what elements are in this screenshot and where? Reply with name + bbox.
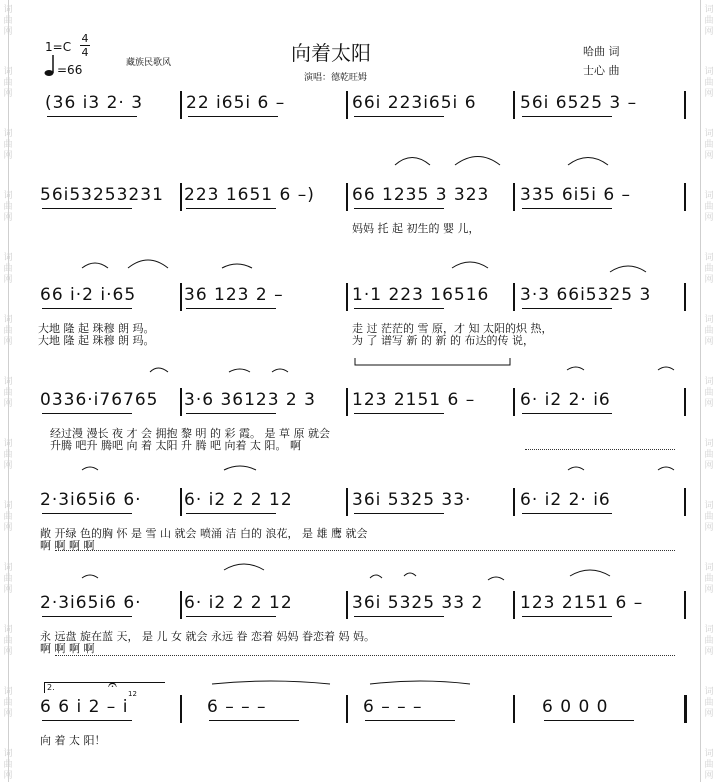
measure-notes: 6 – – – <box>207 697 267 717</box>
lyric-line: 升腾 吧升 腾吧 向 着 太阳 升 腾 吧 向着 太 阳。 啊 <box>50 439 301 452</box>
watermark-text: 词曲网 <box>704 377 714 409</box>
measure-notes: 1·1 223 16516 <box>352 285 490 305</box>
lyric-line: 经过漫 漫长 夜 才 会 拥抱 黎 明 的 彩 霞。 是 草 原 就会 <box>50 427 330 440</box>
measure-notes: 36i 5325 33· <box>352 490 472 510</box>
lyric-line: 啊 啊 啊 啊 <box>40 642 95 655</box>
lyric-line: 妈妈 托 起 初生的 婴 儿， <box>352 222 480 235</box>
lyric-line: 走 过 茫茫的 雪 原，才 知 太阳的炽 热， <box>352 322 553 335</box>
watermark-text: 词曲网 <box>3 749 13 781</box>
measure-notes: 66 1235 3 323 <box>352 185 490 205</box>
measure-notes: 3·6 36123 2 3 <box>184 390 316 410</box>
song-title: 向着太阳 <box>291 41 371 65</box>
watermark-text: 词曲网 <box>704 253 714 285</box>
measure-notes: 335 6i5i 6 – <box>520 185 632 205</box>
measure-notes: 6· i2 2· i6 <box>520 390 611 410</box>
measure-notes: 36 123 2 – <box>184 285 284 305</box>
fermata-number: 12 <box>128 690 137 698</box>
watermark-text: 词曲网 <box>704 191 714 223</box>
watermark-text: 词曲网 <box>704 501 714 533</box>
watermark-text: 词曲网 <box>704 749 714 781</box>
watermark-text: 词曲网 <box>704 129 714 161</box>
watermark-text: 词曲网 <box>704 563 714 595</box>
tempo-marking: =66 <box>57 63 83 77</box>
key-signature: 1=C <box>45 40 72 54</box>
watermark-text: 词曲网 <box>704 439 714 471</box>
lyric-line: 为 了 谱写 新 的 新 的 布达的传 说， <box>352 334 534 347</box>
watermark-text: 词曲网 <box>3 129 13 161</box>
measure-notes: 123 2151 6 – <box>352 390 476 410</box>
lyric-line: 向 着 太 阳！ <box>40 734 106 747</box>
watermark-text: 词曲网 <box>3 377 13 409</box>
measure-notes: 6 0 0 0 <box>542 697 609 717</box>
watermark-text: 词曲网 <box>704 625 714 657</box>
fermata-icon: 𝄐 <box>108 675 117 694</box>
measure-notes: 56i 6525 3 – <box>520 93 638 113</box>
measure-notes: 66i 223i65i 6 <box>352 93 477 113</box>
watermark-text: 词曲网 <box>3 67 13 99</box>
measure-notes: 6 – – – <box>363 697 423 717</box>
watermark-text: 词曲网 <box>704 315 714 347</box>
meter-top: 4 <box>81 32 89 45</box>
measure-notes: 0336·i76765 <box>40 390 159 410</box>
meter-bottom: 4 <box>81 46 89 59</box>
lyric-line: 敞 开绿 色的胸 怀 是 雪 山 就会 喷涌 洁 白的 浪花， 是 雄 鹰 就会 <box>40 527 368 540</box>
watermark-text: 词曲网 <box>704 687 714 719</box>
measure-notes: 6· i2 2 2 12 <box>184 490 293 510</box>
measure-notes: 56i53253231 <box>40 185 164 205</box>
watermark-text: 词曲网 <box>3 191 13 223</box>
watermark-text: 词曲网 <box>3 439 13 471</box>
watermark-text: 词曲网 <box>704 5 714 37</box>
slur <box>395 158 430 166</box>
watermark-text: 词曲网 <box>3 625 13 657</box>
measure-notes: 66 i·2 i·65 <box>40 285 137 305</box>
composer-credit: 士心 曲 <box>583 64 620 77</box>
measure-notes: 2·3i65i6 6· <box>40 490 142 510</box>
watermark-text: 词曲网 <box>3 5 13 37</box>
lyric-line: 永 远盘 旋在蓝 天， 是 儿 女 就会 永远 眷 恋着 妈妈 眷恋着 妈 妈。 <box>40 630 375 643</box>
measure-notes: 123 2151 6 – <box>520 593 644 613</box>
measure-notes: 36i 5325 33 2 <box>352 593 484 613</box>
measure-notes: 6· i2 2· i6 <box>520 490 611 510</box>
watermark-text: 词曲网 <box>3 501 13 533</box>
watermark-text: 词曲网 <box>704 67 714 99</box>
measure-notes: 6· i2 2 2 12 <box>184 593 293 613</box>
watermark-text: 词曲网 <box>3 315 13 347</box>
singer-credit: 演唱：德乾旺姆 <box>304 73 368 83</box>
watermark-text: 词曲网 <box>3 563 13 595</box>
lyric-line: 啊 啊 啊 啊 <box>40 539 95 552</box>
lyricist-credit: 哈曲 词 <box>583 45 620 58</box>
second-ending-label: 2. <box>47 683 55 692</box>
measure-notes: 6 6 i 2 – i <box>40 697 129 717</box>
measure-notes: (36 i3 2· 3 <box>45 93 144 113</box>
lyric-line: 大地 隆 起 珠穆 朗 玛。 <box>38 334 155 347</box>
measure-notes: 22 i65i 6 – <box>186 93 286 113</box>
watermark-text: 词曲网 <box>3 253 13 285</box>
watermark-text: 词曲网 <box>3 687 13 719</box>
lyric-line: 大地 隆 起 珠穆 朗 玛。 <box>38 322 155 335</box>
measure-notes: 2·3i65i6 6· <box>40 593 142 613</box>
style-note: 藏族民歌风 <box>126 58 172 68</box>
measure-notes: 223 1651 6 –) <box>184 185 315 205</box>
measure-notes: 3·3 66i5325 3 <box>520 285 652 305</box>
